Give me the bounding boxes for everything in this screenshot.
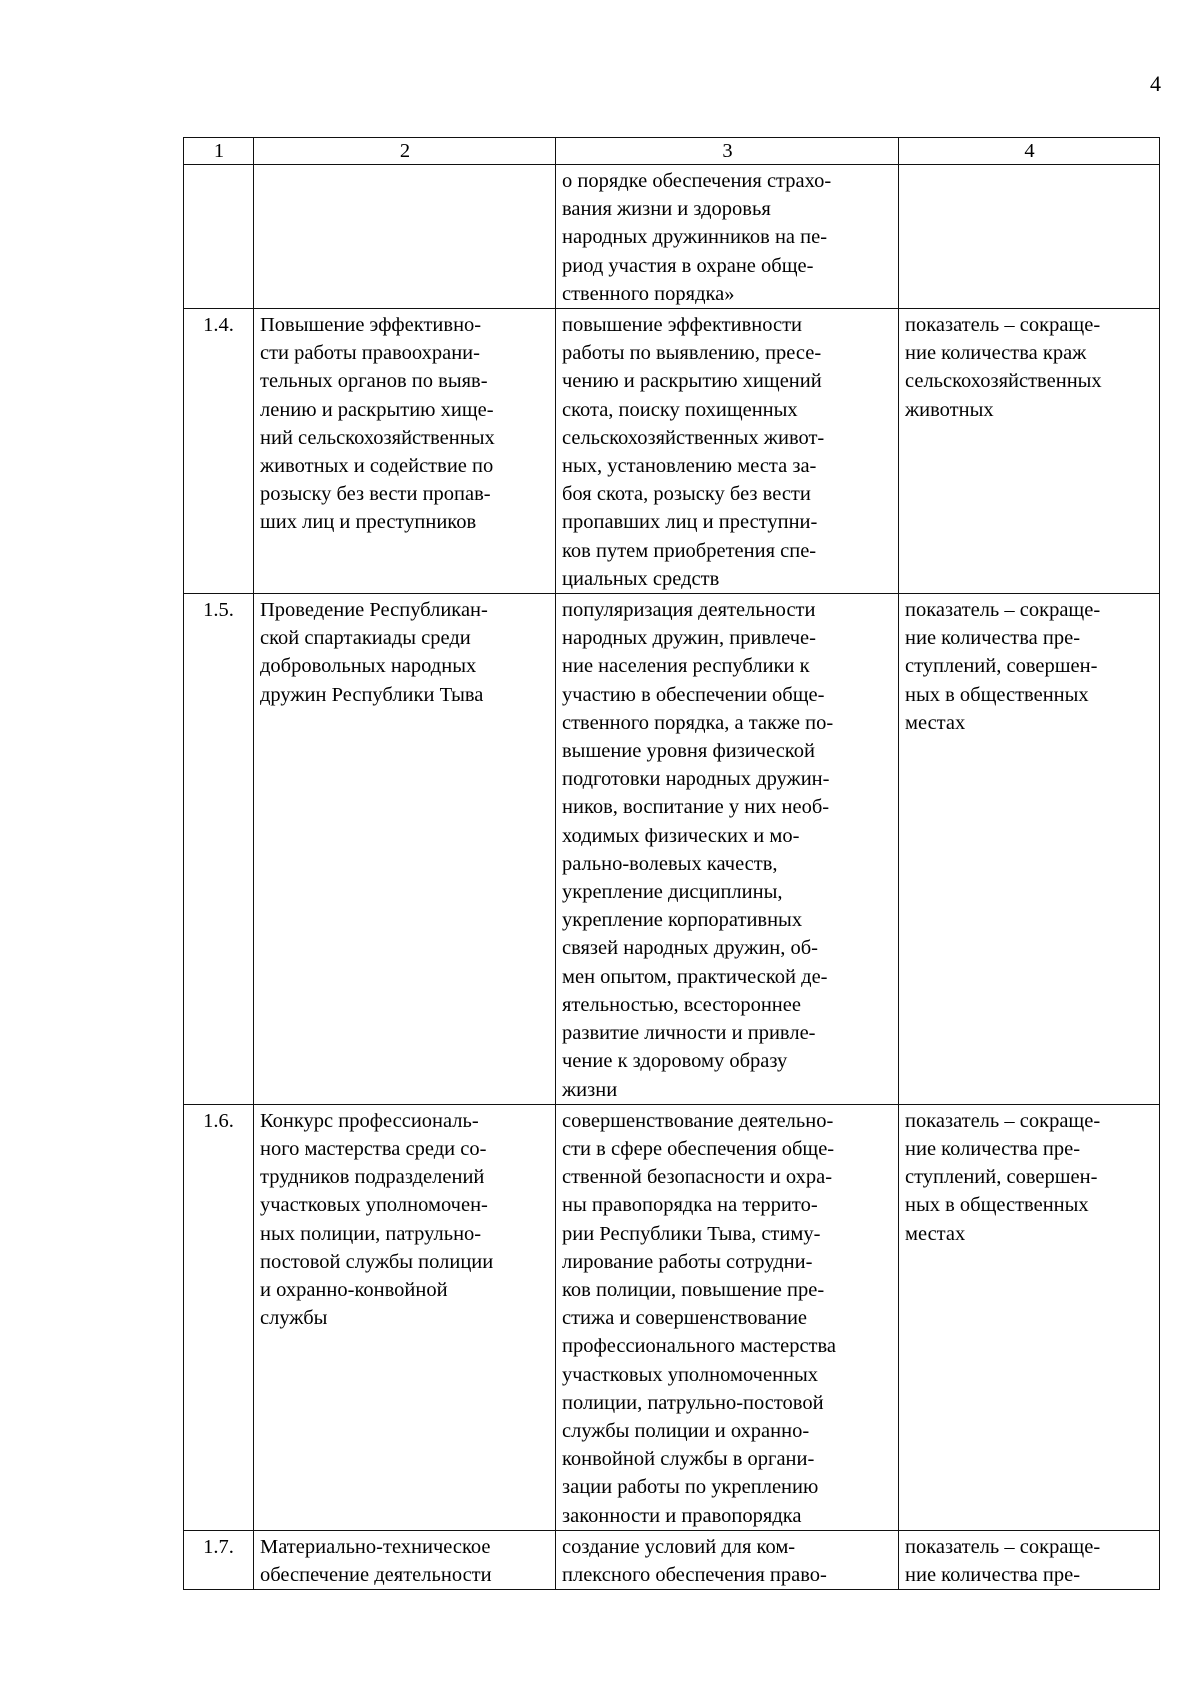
cell-text-line: службы [260, 1307, 328, 1330]
cell-text-line: показатель – сокраще- [905, 1535, 1101, 1558]
cell-text-line: сти работы правоохрани- [260, 342, 480, 365]
cell-text-line: рально-волевых качеств, [562, 852, 778, 875]
table-row [184, 165, 1160, 309]
cell-text-line: Повышение эффективно- [260, 314, 482, 337]
cell-text-line: Конкурс профессиональ- [260, 1109, 479, 1132]
cell-text-line: ятельностью, всестороннее [562, 993, 801, 1016]
cell-text-line: добровольных народных [260, 655, 477, 678]
cell-text-line: лирование работы сотрудни- [562, 1250, 813, 1273]
cell-text-line: тельных органов по выяв- [260, 370, 488, 393]
cell-text-line: животных и содействие по [260, 455, 494, 478]
cell-text-line: народных дружин, привлече- [562, 627, 816, 650]
cell-text-line: дружин Республики Тыва [260, 683, 484, 706]
table-row [184, 594, 1160, 1105]
cell-text-line: профессионального мастерства [562, 1335, 837, 1358]
header-cell-3: 3 [556, 138, 899, 165]
cell-text-line: ного мастерства среди со- [260, 1137, 487, 1160]
cell-text-line: постовой службы полиции [260, 1250, 494, 1273]
cell-text-line: розыску без вести пропав- [260, 483, 491, 506]
cell-text-line: жизни [562, 1078, 618, 1101]
cell-text-line: ходимых физических и мо- [562, 824, 800, 847]
cell-text-line: ных полиции, патрульно- [260, 1222, 482, 1245]
cell-col4 [899, 1530, 1160, 1589]
cell-text-line: участковых уполномочен- [260, 1194, 488, 1217]
cell-text-line: вания жизни и здоровья [562, 198, 771, 221]
cell-text-line: работы по выявлению, пресе- [562, 342, 822, 365]
cell-text-line: ных, установлению места за- [562, 455, 817, 478]
cell-text-line: ние количества пре- [905, 1563, 1081, 1586]
cell-text-line: укрепление корпоративных [562, 909, 803, 932]
cell-text-line: ков путем приобретения спе- [562, 539, 817, 562]
cell-text-line: ников, воспитание у них необ- [562, 796, 830, 819]
page-number: 4 [1150, 71, 1161, 96]
cell-text-line: законности и правопорядка [562, 1504, 802, 1527]
cell-text-line: ших лиц и преступников [260, 511, 477, 534]
table-body [184, 138, 1160, 1590]
cell-text-line: участию в обеспечении обще- [562, 683, 825, 706]
cell-text-line: ственного порядка» [562, 282, 735, 305]
cell-text-line: ступлений, совершен- [905, 1166, 1098, 1189]
cell-text-line: вышение уровня физической [562, 740, 815, 763]
cell-col3 [556, 165, 899, 309]
cell-text-line: зации работы по укреплению [562, 1476, 819, 1499]
cell-text-line: рии Республики Тыва, стиму- [562, 1222, 821, 1245]
table-row [184, 309, 1160, 594]
measures-table [183, 137, 1160, 1590]
cell-text-line: пропавших лиц и преступни- [562, 511, 818, 534]
cell-text-line: чению и раскрытию хищений [562, 370, 822, 393]
cell-text-line: плексного обеспечения право- [562, 1563, 827, 1586]
cell-text-line: ний сельскохозяйственных [260, 426, 495, 449]
cell-text-line: показатель – сокраще- [905, 314, 1101, 337]
row-number-cell: 1.4. [184, 309, 254, 594]
cell-text-line: циальных средств [562, 567, 720, 590]
cell-text-line: животных [905, 398, 994, 421]
cell-text-line: народных дружинников на пе- [562, 226, 828, 249]
cell-text-line: сельскохозяйственных [905, 370, 1102, 393]
cell-text-line: участковых уполномоченных [562, 1363, 819, 1386]
cell-text-line: Материально-техническое [260, 1535, 491, 1558]
cell-text-line: мен опытом, практической де- [562, 965, 828, 988]
cell-text-line: показатель – сокраще- [905, 1109, 1101, 1132]
cell-col4 [899, 1104, 1160, 1530]
cell-text-line: ской спартакиады среди [260, 627, 471, 650]
cell-text-line: повышение эффективности [562, 314, 803, 337]
cell-col3 [556, 1530, 899, 1589]
cell-text-line: службы полиции и охранно- [562, 1419, 810, 1442]
cell-col2 [254, 1530, 556, 1589]
cell-text-line: ступлений, совершен- [905, 655, 1098, 678]
cell-text-line: укрепление дисциплины, [562, 881, 783, 904]
cell-text-line: развитие личности и привле- [562, 1022, 816, 1045]
row-number-cell: 1.6. [184, 1104, 254, 1530]
cell-text-line: сельскохозяйственных живот- [562, 426, 825, 449]
cell-text-line: местах [905, 1222, 966, 1245]
cell-text-line: обеспечение деятельности [260, 1563, 492, 1586]
cell-col2 [254, 1104, 556, 1530]
cell-text-line: ние количества краж [905, 342, 1087, 365]
cell-text-line: конвойной службы в органи- [562, 1448, 815, 1471]
cell-text-line: подготовки народных дружин- [562, 768, 830, 791]
cell-col4 [899, 165, 1160, 309]
table-header-row [184, 138, 1160, 165]
cell-col3 [556, 594, 899, 1105]
table-row [184, 1530, 1160, 1589]
cell-text-line: боя скота, розыску без вести [562, 483, 811, 506]
cell-text-line: показатель – сокраще- [905, 599, 1101, 622]
cell-text-line: связей народных дружин, об- [562, 937, 819, 960]
row-number-cell: 1.5. [184, 594, 254, 1105]
cell-text-line: и охранно-конвойной [260, 1278, 448, 1301]
cell-text-line: трудников подразделений [260, 1166, 485, 1189]
cell-text-line: Проведение Республикан- [260, 599, 488, 622]
cell-text-line: ных в общественных [905, 1194, 1089, 1217]
cell-text-line: ние населения республики к [562, 655, 810, 678]
cell-text-line: местах [905, 711, 966, 734]
cell-text-line: ние количества пре- [905, 1137, 1081, 1160]
cell-text-line: ных в общественных [905, 683, 1089, 706]
cell-col4 [899, 309, 1160, 594]
cell-col4 [899, 594, 1160, 1105]
cell-col2 [254, 309, 556, 594]
cell-text-line: ственного порядка, а также по- [562, 711, 834, 734]
cell-text-line: полиции, патрульно-постовой [562, 1391, 824, 1414]
row-number-cell [184, 165, 254, 309]
cell-text-line: риод участия в охране обще- [562, 254, 814, 277]
cell-col2 [254, 594, 556, 1105]
header-cell-2: 2 [254, 138, 556, 165]
cell-text-line: ков полиции, повышение пре- [562, 1278, 825, 1301]
table-row [184, 1104, 1160, 1530]
cell-text-line: популяризация деятельности [562, 599, 816, 622]
cell-text-line: чение к здоровому образу [562, 1050, 788, 1073]
cell-text-line: ны правопорядка на террито- [562, 1194, 818, 1217]
cell-text-line: создание условий для ком- [562, 1535, 796, 1558]
cell-text-line: совершенствование деятельно- [562, 1109, 834, 1132]
cell-text-line: сти в сфере обеспечения обще- [562, 1137, 835, 1160]
cell-col2 [254, 165, 556, 309]
cell-col3 [556, 309, 899, 594]
cell-text-line: стижа и совершенствование [562, 1307, 808, 1330]
header-cell-4: 4 [899, 138, 1160, 165]
row-number-cell: 1.7. [184, 1530, 254, 1589]
cell-col3 [556, 1104, 899, 1530]
cell-text-line: ственной безопасности и охра- [562, 1166, 833, 1189]
cell-text-line: лению и раскрытию хище- [260, 398, 494, 421]
cell-text-line: о порядке обеспечения страхо- [562, 170, 832, 192]
cell-text-line: ние количества пре- [905, 627, 1081, 650]
cell-text-line: скота, поиску похищенных [562, 398, 798, 421]
header-cell-1: 1 [184, 138, 254, 165]
